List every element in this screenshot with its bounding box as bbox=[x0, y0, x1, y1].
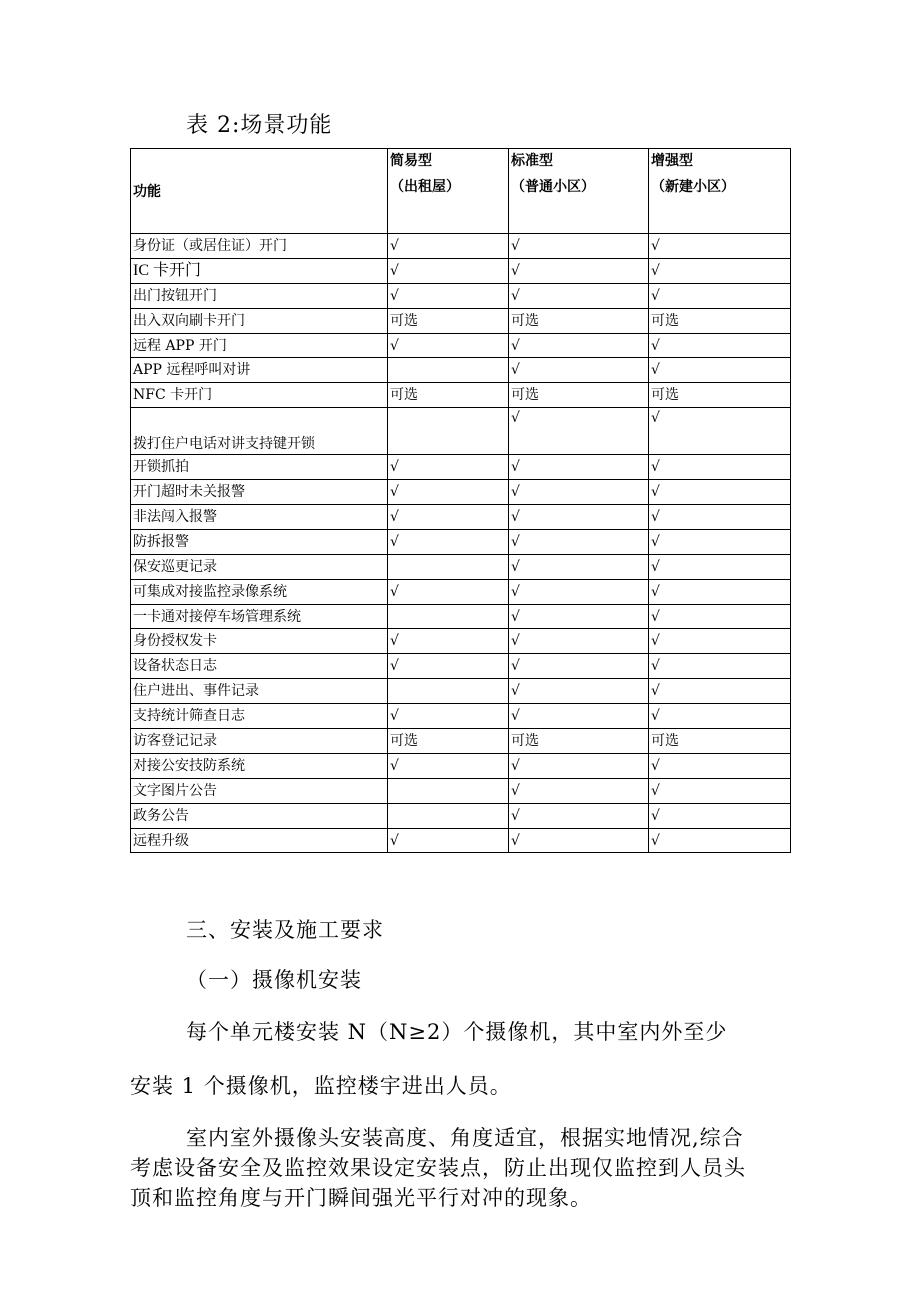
subsection-heading: （一）摄像机安装 bbox=[186, 968, 362, 992]
basic-cell: √ bbox=[388, 579, 509, 604]
row-label: 支持统计筛查日志 bbox=[131, 704, 388, 729]
table-row bbox=[131, 234, 791, 259]
row-label: 访客登记记录 bbox=[131, 729, 388, 754]
basic-cell: √ bbox=[388, 629, 509, 654]
header-basic bbox=[388, 149, 509, 234]
table-caption: 表 2:场景功能 bbox=[186, 113, 333, 138]
row-label: 开门超时未关报警 bbox=[131, 480, 388, 505]
enhanced-cell: √ bbox=[649, 629, 791, 654]
standard-cell: √ bbox=[509, 554, 649, 579]
basic-cell: √ bbox=[388, 480, 509, 505]
row-label: 出门按钮开门 bbox=[131, 283, 388, 308]
basic-cell bbox=[388, 803, 509, 828]
basic-cell: √ bbox=[388, 654, 509, 679]
standard-cell: √ bbox=[509, 358, 649, 383]
standard-cell: √ bbox=[509, 408, 649, 455]
section-heading: 三、安装及施工要求 bbox=[186, 918, 384, 942]
enhanced-cell: √ bbox=[649, 505, 791, 530]
basic-cell: 可选 bbox=[388, 383, 509, 408]
enhanced-cell: √ bbox=[649, 654, 791, 679]
header-enhanced-sub: （新建小区） bbox=[651, 179, 735, 195]
standard-cell: √ bbox=[509, 778, 649, 803]
header-standard-name: 标准型 bbox=[511, 153, 553, 169]
header-standard-sub: （普通小区） bbox=[511, 179, 595, 195]
enhanced-cell: √ bbox=[649, 604, 791, 629]
basic-cell bbox=[388, 554, 509, 579]
basic-cell bbox=[388, 408, 509, 455]
standard-cell: √ bbox=[509, 753, 649, 778]
basic-cell bbox=[388, 604, 509, 629]
table-row bbox=[131, 778, 791, 803]
enhanced-cell: √ bbox=[649, 778, 791, 803]
table-row bbox=[131, 679, 791, 704]
table-row bbox=[131, 704, 791, 729]
standard-cell: √ bbox=[509, 333, 649, 358]
table-row bbox=[131, 333, 791, 358]
standard-cell: √ bbox=[509, 803, 649, 828]
enhanced-cell: √ bbox=[649, 679, 791, 704]
standard-cell: √ bbox=[509, 283, 649, 308]
table-row bbox=[131, 283, 791, 308]
header-enhanced-name: 增强型 bbox=[651, 153, 693, 169]
paragraph-2-line-3: 顶和监控角度与开门瞬间强光平行对冲的现象。 bbox=[130, 1186, 592, 1210]
standard-cell: √ bbox=[509, 654, 649, 679]
enhanced-cell: √ bbox=[649, 554, 791, 579]
basic-cell: √ bbox=[388, 704, 509, 729]
enhanced-cell: 可选 bbox=[649, 729, 791, 754]
basic-cell: √ bbox=[388, 455, 509, 480]
enhanced-cell: √ bbox=[649, 455, 791, 480]
header-standard bbox=[509, 149, 649, 234]
standard-cell: 可选 bbox=[509, 308, 649, 333]
table-row bbox=[131, 529, 791, 554]
enhanced-cell: 可选 bbox=[649, 383, 791, 408]
enhanced-cell: 可选 bbox=[649, 308, 791, 333]
basic-cell: √ bbox=[388, 753, 509, 778]
row-label: IC 卡开门 bbox=[131, 258, 388, 283]
table-row bbox=[131, 358, 791, 383]
standard-cell: √ bbox=[509, 679, 649, 704]
basic-cell: √ bbox=[388, 333, 509, 358]
row-label: 文字图片公告 bbox=[131, 778, 388, 803]
standard-cell: √ bbox=[509, 704, 649, 729]
enhanced-cell: √ bbox=[649, 579, 791, 604]
basic-cell: √ bbox=[388, 234, 509, 259]
basic-cell: 可选 bbox=[388, 308, 509, 333]
feature-table bbox=[130, 148, 791, 853]
header-function: 功能 bbox=[131, 149, 388, 234]
table-row bbox=[131, 383, 791, 408]
table-row bbox=[131, 654, 791, 679]
basic-cell: 可选 bbox=[388, 729, 509, 754]
basic-cell: √ bbox=[388, 258, 509, 283]
row-label: NFC 卡开门 bbox=[131, 383, 388, 408]
basic-cell bbox=[388, 679, 509, 704]
row-label: 拨打住户电话对讲支持键开锁 bbox=[131, 408, 388, 455]
basic-cell: √ bbox=[388, 283, 509, 308]
row-label: 防拆报警 bbox=[131, 529, 388, 554]
enhanced-cell: √ bbox=[649, 258, 791, 283]
row-label: APP 远程呼叫对讲 bbox=[131, 358, 388, 383]
standard-cell: √ bbox=[509, 480, 649, 505]
enhanced-cell: √ bbox=[649, 803, 791, 828]
standard-cell: √ bbox=[509, 505, 649, 530]
row-label: 开锁抓拍 bbox=[131, 455, 388, 480]
standard-cell: √ bbox=[509, 529, 649, 554]
row-label: 非法闯入报警 bbox=[131, 505, 388, 530]
standard-cell: √ bbox=[509, 629, 649, 654]
table-row bbox=[131, 828, 791, 853]
table-row bbox=[131, 629, 791, 654]
enhanced-cell: √ bbox=[649, 283, 791, 308]
enhanced-cell: √ bbox=[649, 753, 791, 778]
table-header-row bbox=[131, 149, 791, 234]
standard-cell: √ bbox=[509, 579, 649, 604]
basic-cell: √ bbox=[388, 529, 509, 554]
standard-cell: √ bbox=[509, 828, 649, 853]
basic-cell: √ bbox=[388, 505, 509, 530]
row-label: 对接公安技防系统 bbox=[131, 753, 388, 778]
enhanced-cell: √ bbox=[649, 480, 791, 505]
standard-cell: √ bbox=[509, 258, 649, 283]
basic-cell: √ bbox=[388, 828, 509, 853]
header-enhanced bbox=[649, 149, 791, 234]
standard-cell: √ bbox=[509, 234, 649, 259]
row-label: 身份授权发卡 bbox=[131, 629, 388, 654]
paragraph-1-line-2: 安装 1 个摄像机，监控楼宇进出人员。 bbox=[130, 1074, 512, 1098]
table-row bbox=[131, 505, 791, 530]
enhanced-cell: √ bbox=[649, 704, 791, 729]
table-row bbox=[131, 554, 791, 579]
row-label: 出入双向刷卡开门 bbox=[131, 308, 388, 333]
paragraph-2-line-1: 室内室外摄像头安装高度、角度适宜，根据实地情况,综合 bbox=[186, 1126, 744, 1150]
enhanced-cell: √ bbox=[649, 333, 791, 358]
basic-cell bbox=[388, 778, 509, 803]
basic-cell bbox=[388, 358, 509, 383]
header-basic-name: 简易型 bbox=[390, 153, 432, 169]
enhanced-cell: √ bbox=[649, 408, 791, 455]
standard-cell: 可选 bbox=[509, 729, 649, 754]
table-row bbox=[131, 480, 791, 505]
enhanced-cell: √ bbox=[649, 828, 791, 853]
row-label: 身份证（或居住证）开门 bbox=[131, 234, 388, 259]
standard-cell: √ bbox=[509, 604, 649, 629]
table-row bbox=[131, 258, 791, 283]
table-row bbox=[131, 803, 791, 828]
table-row bbox=[131, 455, 791, 480]
row-label: 一卡通对接停车场管理系统 bbox=[131, 604, 388, 629]
header-basic-sub: （出租屋） bbox=[390, 179, 460, 195]
table-row bbox=[131, 604, 791, 629]
row-label: 远程 APP 开门 bbox=[131, 333, 388, 358]
table-row bbox=[131, 753, 791, 778]
paragraph-1-line-1: 每个单元楼安装 N（N≥2）个摄像机，其中室内外至少 bbox=[186, 1020, 728, 1044]
table-row bbox=[131, 579, 791, 604]
enhanced-cell: √ bbox=[649, 358, 791, 383]
table-row bbox=[131, 308, 791, 333]
enhanced-cell: √ bbox=[649, 234, 791, 259]
standard-cell: √ bbox=[509, 455, 649, 480]
table-row bbox=[131, 729, 791, 754]
row-label: 可集成对接监控录像系统 bbox=[131, 579, 388, 604]
paragraph-2-line-2: 考虑设备安全及监控效果设定安装点，防止出现仅监控到人员头 bbox=[130, 1156, 746, 1180]
row-label: 保安巡更记录 bbox=[131, 554, 388, 579]
row-label: 住户进出、事件记录 bbox=[131, 679, 388, 704]
standard-cell: 可选 bbox=[509, 383, 649, 408]
row-label: 设备状态日志 bbox=[131, 654, 388, 679]
enhanced-cell: √ bbox=[649, 529, 791, 554]
table-row bbox=[131, 408, 791, 455]
row-label: 远程升级 bbox=[131, 828, 388, 853]
row-label: 政务公告 bbox=[131, 803, 388, 828]
